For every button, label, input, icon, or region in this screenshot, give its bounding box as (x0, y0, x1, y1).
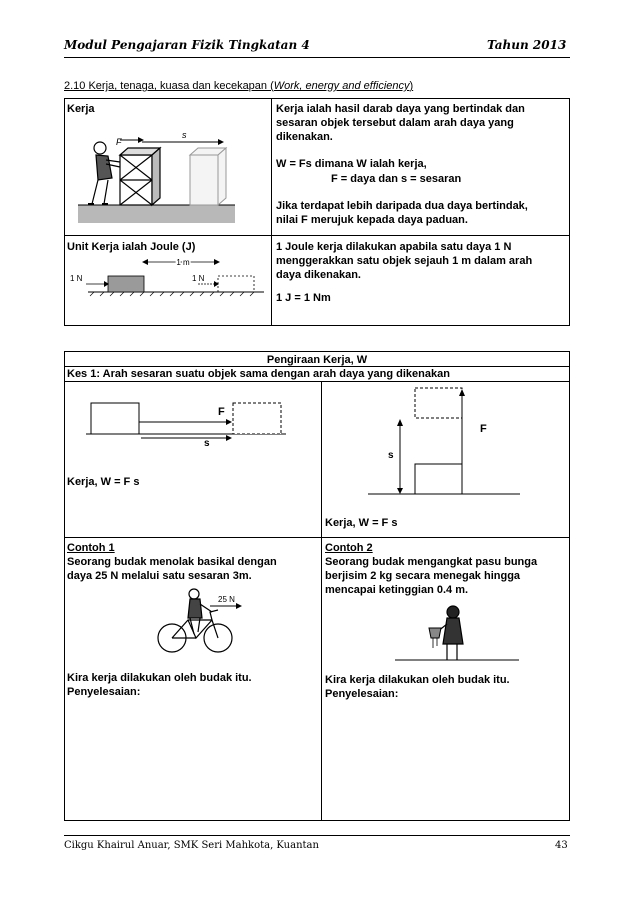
example1-title: Contoh 1 (67, 542, 115, 554)
flower-pot (429, 628, 441, 638)
example1-text: Seorang budak menolak basikal dengan daya 25 N melalui satu sesaran 3m. (67, 556, 277, 582)
horizontal-work-figure (86, 398, 296, 448)
table2-divider (321, 381, 322, 821)
force-label: F (218, 406, 225, 418)
example1-question: Kira kerja dilakukan oleh budak itu. (67, 672, 252, 684)
table2-example-rule (64, 537, 570, 538)
header-title: Modul Pengajaran Fizik Tingkatan 4 (64, 38, 310, 52)
header-year: Tahun 2013 (487, 38, 567, 52)
example1-solution-label: Penyelesaian: (67, 686, 141, 698)
joule-figure (68, 254, 268, 314)
case1-heading: Kes 1: Arah sesaran suatu objek sama dengan arah daya yang dikenakan (67, 368, 450, 380)
block-end (415, 388, 462, 418)
page-number: 43 (555, 840, 568, 851)
example2-title: Contoh 2 (325, 542, 373, 554)
person-pushing (88, 142, 120, 204)
force-label-left: 1 N (70, 274, 83, 283)
table2-title: Pengiraan Kerja, W (266, 354, 368, 366)
floor (78, 205, 235, 223)
footer-author: Cikgu Khairul Anuar, SMK Seri Mahkota, Kuantan (64, 840, 319, 851)
displacement-label: s (388, 450, 394, 461)
block-start (415, 464, 462, 494)
force-label: F (480, 423, 487, 435)
block-start (108, 276, 144, 292)
lifting-pot-figure (395, 604, 525, 664)
pushing-crate-figure (78, 120, 238, 228)
example2-text: Seorang budak mengangkat pasu bunga berjisim 2 kg secara menegak hingga mencapai ketinggian 0.4 m. (325, 556, 538, 596)
resultant-force-note: Jika terdapat lebih daripada dua daya bertindak, nilai F merujuk kepada daya paduan. (276, 200, 528, 226)
displacement-label: s (182, 130, 187, 140)
case1-right-formula: Kerja, W = F s (325, 517, 398, 529)
child-lifting (437, 606, 463, 660)
distance-label: 1 m (176, 258, 190, 267)
footer-rule (64, 835, 570, 836)
table2-case-rule (64, 381, 570, 382)
crate-moved (190, 148, 226, 205)
unit-label: Unit Kerja ialah Joule (J) (67, 241, 196, 253)
formula-line-1: W = Fs dimana W ialah kerja, (276, 158, 427, 170)
example2-solution-label: Penyelesaian: (325, 688, 399, 700)
joule-equation: 1 J = 1 Nm (276, 292, 331, 304)
example2-question: Kira kerja dilakukan oleh budak itu. (325, 674, 510, 686)
ground-hatch (90, 292, 254, 296)
force-label: 25 N (218, 595, 235, 604)
vertical-work-figure (360, 384, 540, 500)
pot-drip (433, 638, 437, 648)
table1-row-divider (64, 235, 570, 236)
joule-definition: 1 Joule kerja dilakukan apabila satu daya 1 N menggerakkan satu objek sejauh 1 m dalam arah daya dikenakan. (276, 241, 533, 281)
table1-divider (271, 98, 272, 326)
block-end (218, 276, 254, 292)
block-end (233, 403, 281, 434)
header-rule (64, 57, 570, 58)
section-title: 2.10 Kerja, tenaga, kuasa dan kecekapan (Work, energy and efficiency) (64, 80, 414, 92)
block-start (91, 403, 139, 434)
force-label: F (116, 137, 122, 147)
bicycle-figure (150, 586, 260, 656)
row-label-kerja: Kerja (67, 103, 95, 115)
definition-text: Kerja ialah hasil darab daya yang bertindak dan sesaran objek tersebut dalam arah daya yang dikenakan. (276, 103, 525, 143)
formula-line-2: F = daya dan s = sesaran (331, 173, 462, 185)
case1-left-formula: Kerja, W = F s (67, 476, 140, 488)
force-label-right: 1 N (192, 274, 205, 283)
displacement-label: s (204, 438, 210, 449)
crate-solid (120, 148, 160, 205)
